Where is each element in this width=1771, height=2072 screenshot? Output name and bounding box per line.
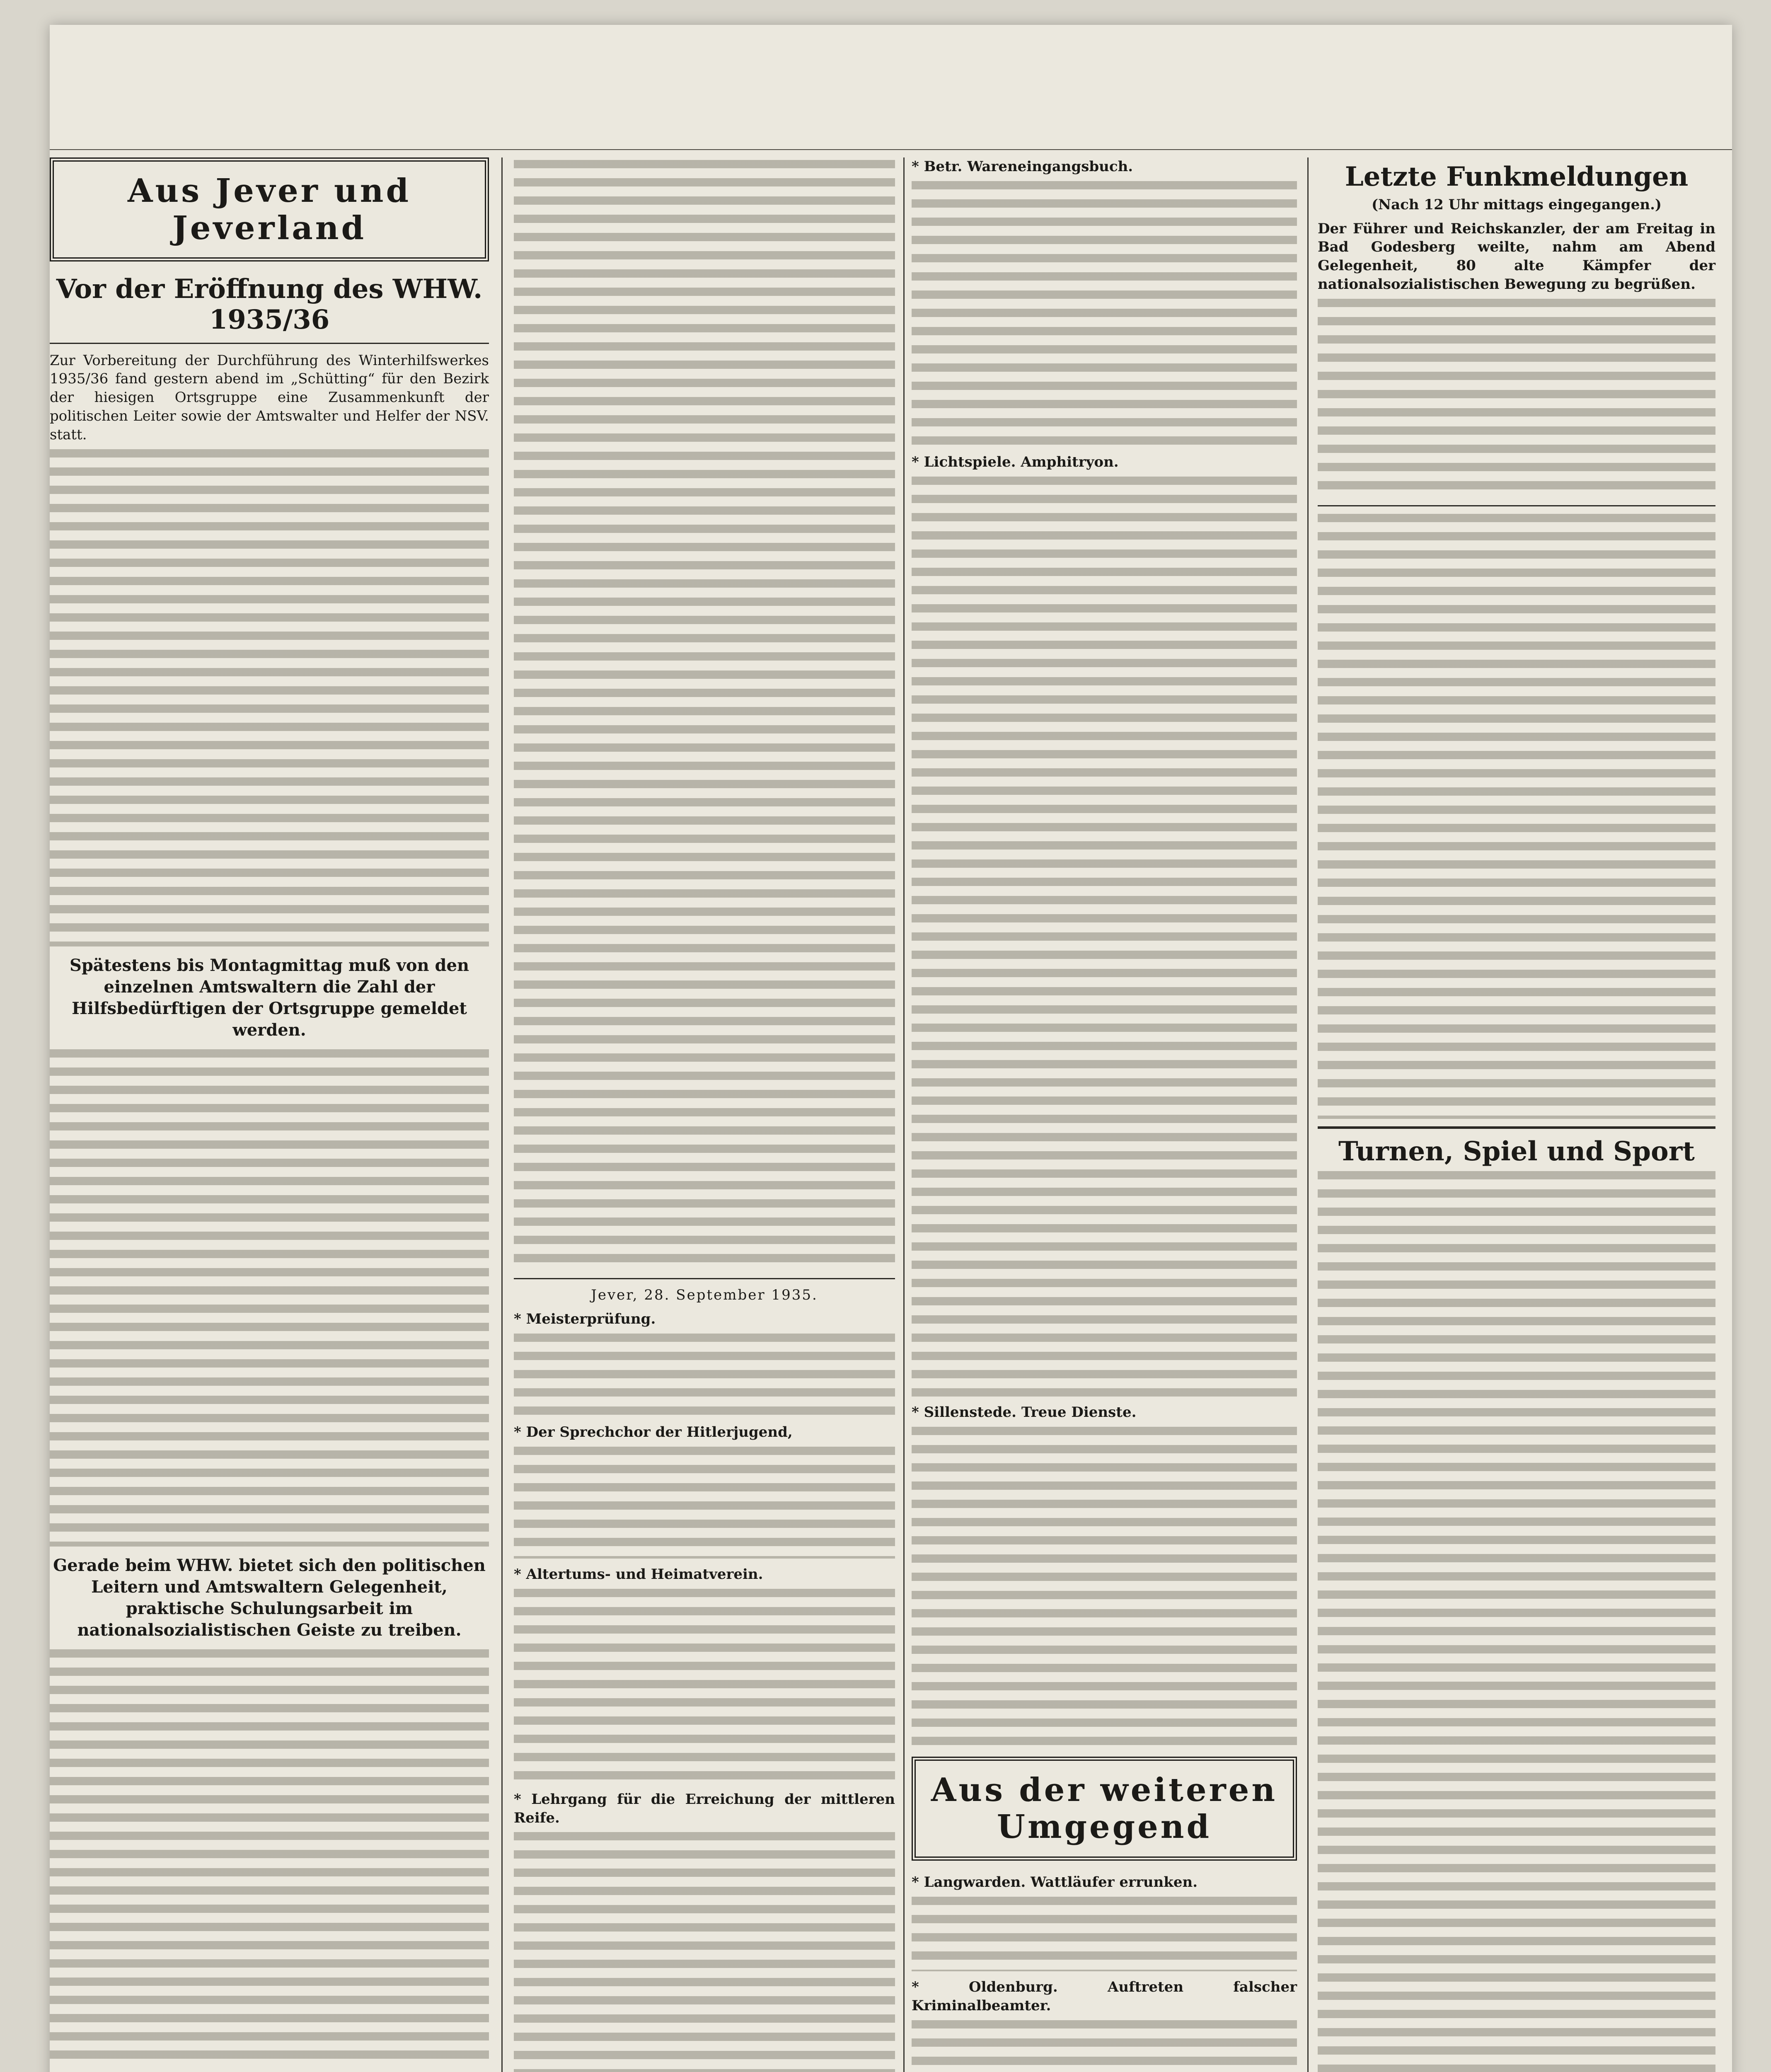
column-rule — [501, 157, 503, 2072]
text-block — [912, 181, 1297, 446]
headline-funkmeldungen-sub: (Nach 12 Uhr mittags eingegangen.) — [1371, 196, 1662, 213]
text-block — [514, 1334, 895, 1416]
text-block — [912, 1897, 1297, 1971]
top-rule — [50, 149, 1732, 150]
column-1 — [50, 157, 489, 2072]
item-heading: * Sillenstede. Treue Dienste. — [912, 1404, 1137, 1421]
text-block — [50, 449, 489, 946]
subhead-2: Gerade beim WHW. bietet sich den politischen Leitern und Amtswaltern Gelegenheit, praktische Schulungsarbeit im nationalsozialistischen Geiste zu treiben. — [53, 1555, 486, 1640]
column-rule — [1307, 157, 1309, 2072]
newspaper-page — [50, 25, 1732, 2072]
divider — [1318, 1126, 1715, 1129]
column-3 — [912, 157, 1297, 2072]
text-block — [1318, 514, 1715, 1119]
text-block — [50, 1049, 489, 1547]
item-heading: * Altertums- und Heimatverein. — [514, 1566, 763, 1583]
headline-funkmeldungen: Letzte Funkmeldungen — [1345, 161, 1689, 192]
text-block — [912, 2020, 1297, 2072]
text-block — [912, 477, 1297, 1397]
text-block — [514, 1832, 895, 2072]
item-heading: * Der Sprechchor der Hitlerjugend, — [514, 1423, 793, 1440]
text-block — [1318, 299, 1715, 498]
section-box-umgegend: Aus der weiteren Umgegend — [912, 1757, 1297, 1861]
item-heading: * Langwarden. Wattläufer errunken. — [912, 1874, 1198, 1890]
text-block — [50, 1649, 489, 2064]
item-heading: * Betr. Wareneingangsbuch. — [912, 158, 1133, 175]
text-block — [514, 160, 895, 1271]
para-lead: Der Führer und Reichskanzler, der am Freitag in Bad Godesberg weilte, nahm am Abend Gelegenheit, 80 alte Kämpfer der nationalsozialistischen Bewegung zu begrüßen. — [1318, 220, 1715, 293]
item-heading: * Oldenburg. Auftreten falscher Kriminalbeamter. — [912, 1978, 1297, 2014]
column-rule — [903, 157, 905, 2072]
divider — [1318, 505, 1715, 506]
para-intro: Zur Vorbereitung der Durchführung des Winterhilfswerkes 1935/36 fand gestern abend im „Schütting“ für den Bezirk der hiesigen Ortsgruppe eine Zusammenkunft der politischen Leiter sowie der Amtswalter und Helfer der NSV. statt. — [50, 352, 489, 443]
headline-sport: Turnen, Spiel und Sport — [1338, 1136, 1695, 1167]
text-block — [1318, 1171, 1715, 2072]
item-heading: * Meisterprüfung. — [514, 1311, 656, 1327]
divider — [514, 1278, 895, 1279]
headline-whw: Vor der Eröffnung des WHW. 1935/36 — [56, 274, 483, 335]
dateline: Jever, 28. September 1935. — [591, 1287, 818, 1303]
text-block — [912, 1427, 1297, 1750]
text-block — [514, 1447, 895, 1559]
subhead-1: Spätestens bis Montagmittag muß von den einzelnen Amtswaltern die Zahl der Hilfsbedürftigen der Ortsgruppe gemeldet werden. — [69, 955, 469, 1040]
column-2 — [514, 157, 895, 2072]
text-block — [514, 1589, 895, 1784]
item-heading: * Lehrgang für die Erreichung der mittleren Reife. — [514, 1791, 895, 1826]
divider — [50, 343, 489, 344]
column-4 — [1318, 157, 1715, 2072]
item-heading: * Lichtspiele. Amphitryon. — [912, 453, 1119, 470]
section-box-jever: Aus Jever und Jeverland — [50, 157, 489, 261]
